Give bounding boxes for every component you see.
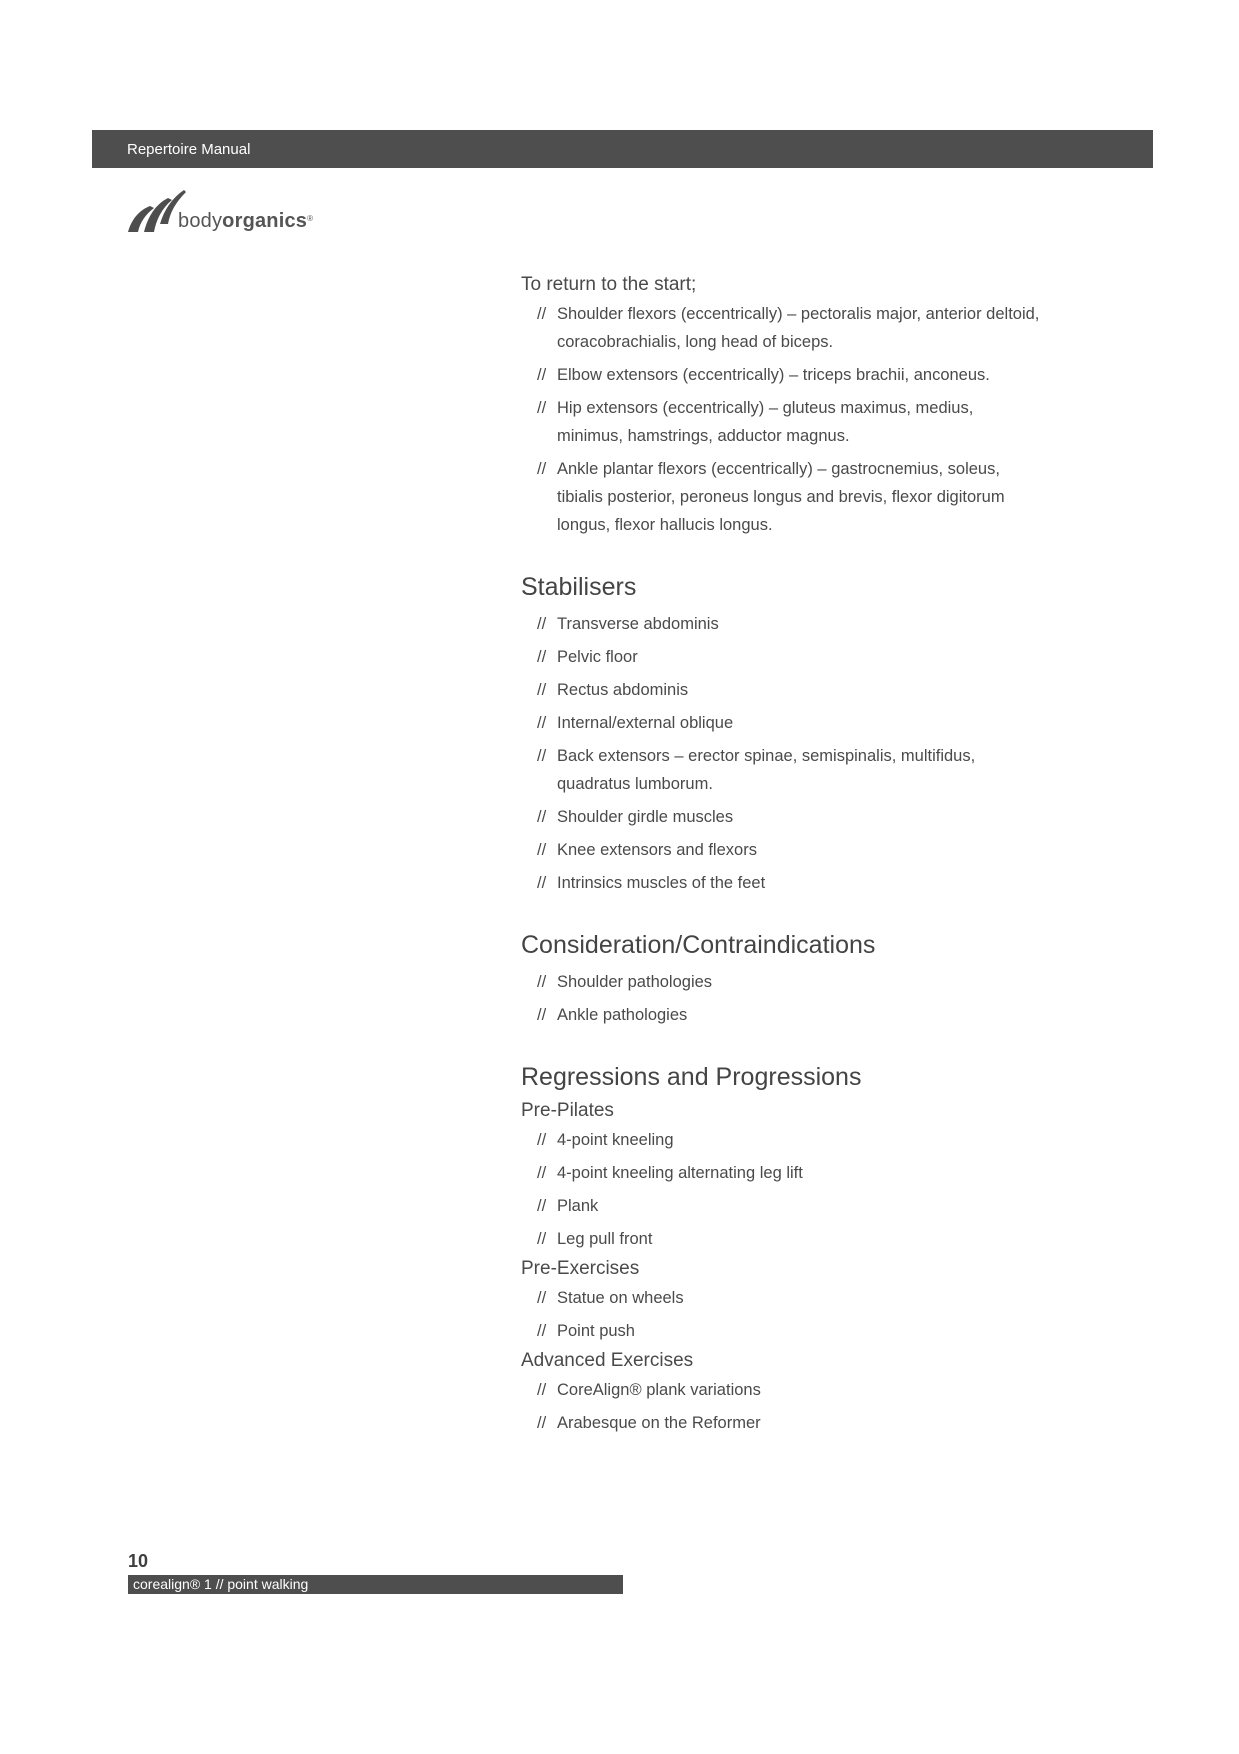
list-item-text: Leg pull front: [557, 1230, 653, 1248]
bullet-marker: //: [537, 1197, 547, 1215]
pre-exercises-list: [521, 1284, 1041, 1345]
logo-word-organics: organics: [222, 210, 308, 232]
page-number: 10: [128, 1551, 149, 1571]
list-item-text: 4-point kneeling alternating leg lift: [557, 1164, 803, 1182]
list-item-text: Shoulder flexors (eccentrically) – pectoralis major, anterior deltoid, coracobrachialis, long head of biceps.: [557, 305, 1040, 351]
return-intro: To return to the start;: [521, 274, 697, 295]
pre-pilates-heading: Pre-Pilates: [521, 1100, 614, 1121]
list-item: [521, 1225, 1041, 1253]
list-item-text: 4-point kneeling: [557, 1131, 674, 1149]
list-item-text: Knee extensors and flexors: [557, 841, 757, 859]
footer-label: corealign® 1 // point walking: [133, 1576, 309, 1592]
list-item-text: Plank: [557, 1197, 599, 1215]
list-item-text: Arabesque on the Reformer: [557, 1414, 761, 1432]
regressions-section: [521, 1063, 1041, 1437]
list-item-text: Shoulder girdle muscles: [557, 808, 734, 826]
body-organics-logo-icon: [126, 188, 186, 234]
bullet-marker: //: [537, 681, 547, 699]
bullet-marker: //: [537, 973, 547, 991]
list-item: [521, 1317, 1041, 1345]
list-item: [521, 394, 1041, 450]
list-item-text: Rectus abdominis: [557, 681, 689, 699]
stabilisers-heading: Stabilisers: [521, 573, 637, 601]
bullet-marker: //: [537, 808, 547, 826]
list-item-text: Statue on wheels: [557, 1289, 684, 1307]
bullet-marker: //: [537, 1006, 547, 1024]
list-item: [521, 742, 1041, 798]
list-item-text: Ankle pathologies: [557, 1006, 688, 1024]
list-item: [521, 1409, 1041, 1437]
bullet-marker: //: [537, 747, 547, 765]
bullet-marker: //: [537, 366, 547, 384]
list-item: [521, 676, 1041, 704]
stabilisers-section: [521, 573, 1041, 897]
bullet-marker: //: [537, 874, 547, 892]
list-item-text: Elbow extensors (eccentrically) – triceps brachii, anconeus.: [557, 366, 990, 384]
list-item: [521, 1192, 1041, 1220]
list-item-text: Hip extensors (eccentrically) – gluteus maximus, medius, minimus, hamstrings, adductor magnus.: [557, 399, 974, 445]
bullet-marker: //: [537, 841, 547, 859]
bullet-marker: //: [537, 615, 547, 633]
pre-pilates-list: [521, 1126, 1041, 1253]
list-item-text: CoreAlign® plank variations: [557, 1381, 761, 1399]
list-item: [521, 1126, 1041, 1154]
header-bar: [92, 130, 1153, 168]
list-item-text: Internal/external oblique: [557, 714, 734, 732]
return-section: [521, 274, 1041, 539]
bullet-marker: //: [537, 1414, 547, 1432]
list-item-text: Shoulder pathologies: [557, 973, 713, 991]
considerations-heading: Consideration/Contraindications: [521, 931, 876, 959]
bullet-marker: //: [537, 305, 547, 323]
bullet-marker: //: [537, 1322, 547, 1340]
list-item: [521, 836, 1041, 864]
stabilisers-list: [521, 610, 1041, 897]
main-content: [521, 274, 1041, 1442]
list-item-text: Pelvic floor: [557, 648, 638, 666]
list-item-text: Point push: [557, 1322, 635, 1340]
list-item: [521, 709, 1041, 737]
bullet-marker: //: [537, 399, 547, 417]
list-item: [521, 869, 1041, 897]
list-item-text: Transverse abdominis: [557, 615, 719, 633]
bullet-marker: //: [537, 714, 547, 732]
list-item: [521, 1001, 1041, 1029]
list-item: [521, 300, 1041, 356]
considerations-section: [521, 931, 1041, 1029]
list-item: [521, 803, 1041, 831]
logo-wordmark: [178, 210, 313, 233]
bullet-marker: //: [537, 1230, 547, 1248]
bullet-marker: //: [537, 648, 547, 666]
list-item: [521, 968, 1041, 996]
footer-bar: [128, 1575, 623, 1594]
list-item: [521, 1376, 1041, 1404]
list-item-text: Ankle plantar flexors (eccentrically) – gastrocnemius, soleus, tibialis posterior, peroneus longus and brevis, flexor digitorum longus, flexor hallucis longus.: [557, 460, 1005, 534]
bullet-marker: //: [537, 1381, 547, 1399]
list-item: [521, 455, 1041, 539]
regressions-heading: Regressions and Progressions: [521, 1063, 862, 1091]
bullet-marker: //: [537, 1131, 547, 1149]
bullet-marker: //: [537, 460, 547, 478]
logo-word-body: body: [178, 210, 223, 232]
list-item-text: Back extensors – erector spinae, semispinalis, multifidus, quadratus lumborum.: [557, 747, 976, 793]
list-item: [521, 643, 1041, 671]
considerations-list: [521, 968, 1041, 1029]
advanced-exercises-heading: Advanced Exercises: [521, 1350, 694, 1371]
bullet-marker: //: [537, 1289, 547, 1307]
list-item: [521, 361, 1041, 389]
list-item: [521, 610, 1041, 638]
pre-exercises-heading: Pre-Exercises: [521, 1258, 640, 1279]
list-item-text: Intrinsics muscles of the feet: [557, 874, 766, 892]
header-title: Repertoire Manual: [127, 141, 251, 158]
logo: [126, 188, 314, 234]
logo-registered-mark: ®: [307, 214, 314, 223]
list-item: [521, 1284, 1041, 1312]
return-list: [521, 300, 1041, 539]
advanced-exercises-list: [521, 1376, 1041, 1437]
bullet-marker: //: [537, 1164, 547, 1182]
list-item: [521, 1159, 1041, 1187]
